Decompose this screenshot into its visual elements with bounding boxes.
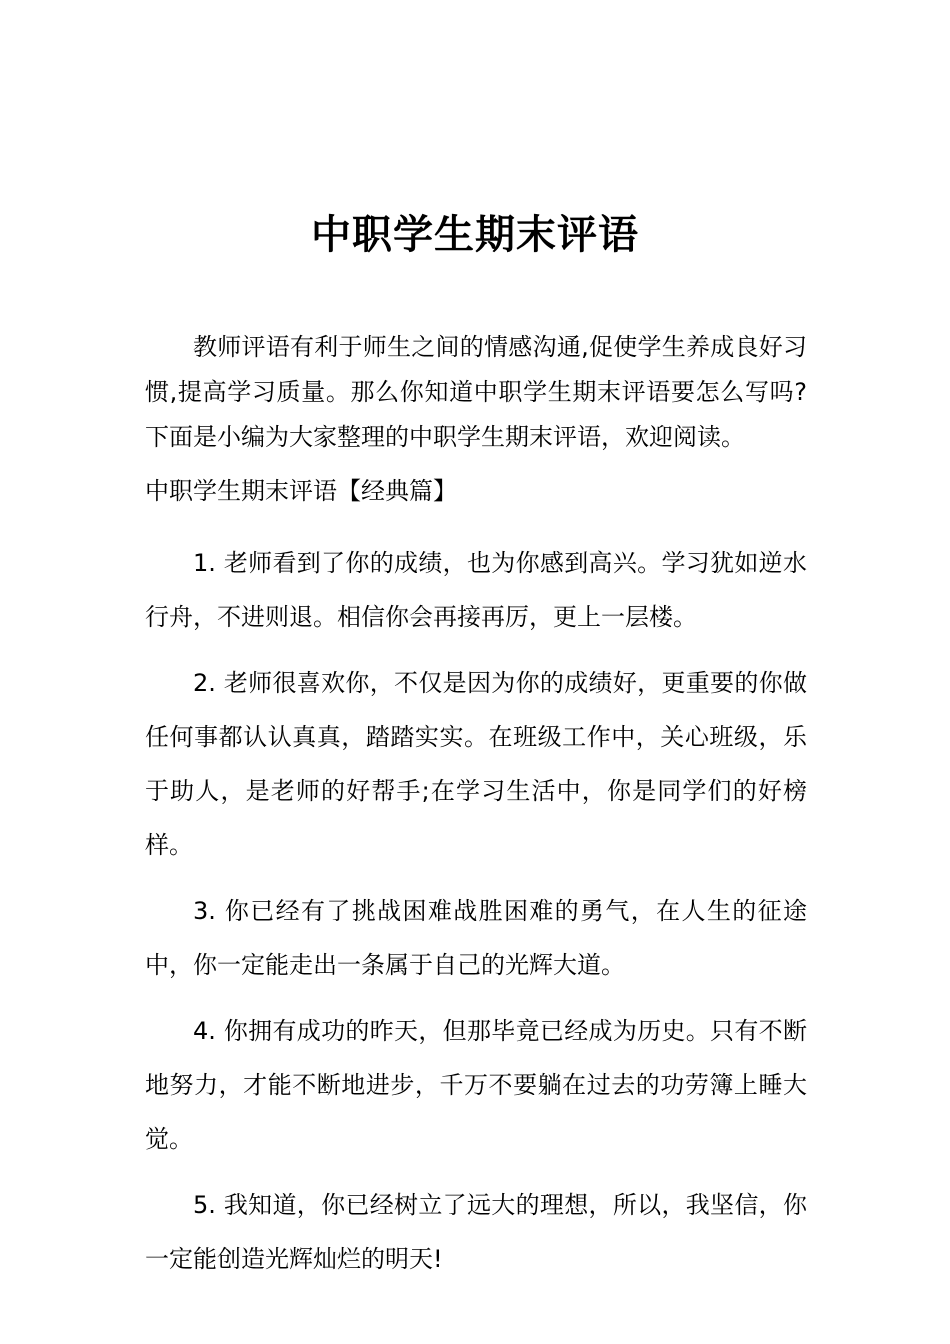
page-title: 中职学生期末评语 xyxy=(311,211,639,258)
section-heading: 中职学生期末评语【经典篇】 xyxy=(145,477,457,505)
intro-paragraph: 教师评语有利于师生之间的情感沟通,促使学生养成良好习惯,提高学习质量。那么你知道中职学生期末评语要怎么写吗?下面是小编为大家整理的中职学生期末评语，欢迎阅读。 xyxy=(145,333,807,451)
comment-item-4: 4. 你拥有成功的昨天，但那毕竟已经成为历史。只有不断地努力，才能不断地进步，千万不要躺在过去的功劳簿上睡大觉。 xyxy=(145,1017,807,1153)
comment-item-2: 2. 老师很喜欢你，不仅是因为你的成绩好，更重要的你做任何事都认认真真，踏踏实实。在班级工作中，关心班级，乐于助人，是老师的好帮手;在学习生活中，你是同学们的好榜样。 xyxy=(145,669,807,859)
comment-item-1: 1. 老师看到了你的成绩，也为你感到高兴。学习犹如逆水行舟，不进则退。相信你会再接再厉，更上一层楼。 xyxy=(145,549,807,631)
comment-item-3: 3. 你已经有了挑战困难战胜困难的勇气，在人生的征途中，你一定能走出一条属于自己的光辉大道。 xyxy=(145,897,807,979)
comment-item-5: 5. 我知道，你已经树立了远大的理想，所以，我坚信，你一定能创造光辉灿烂的明天! xyxy=(145,1191,807,1273)
document-body xyxy=(145,325,807,1286)
